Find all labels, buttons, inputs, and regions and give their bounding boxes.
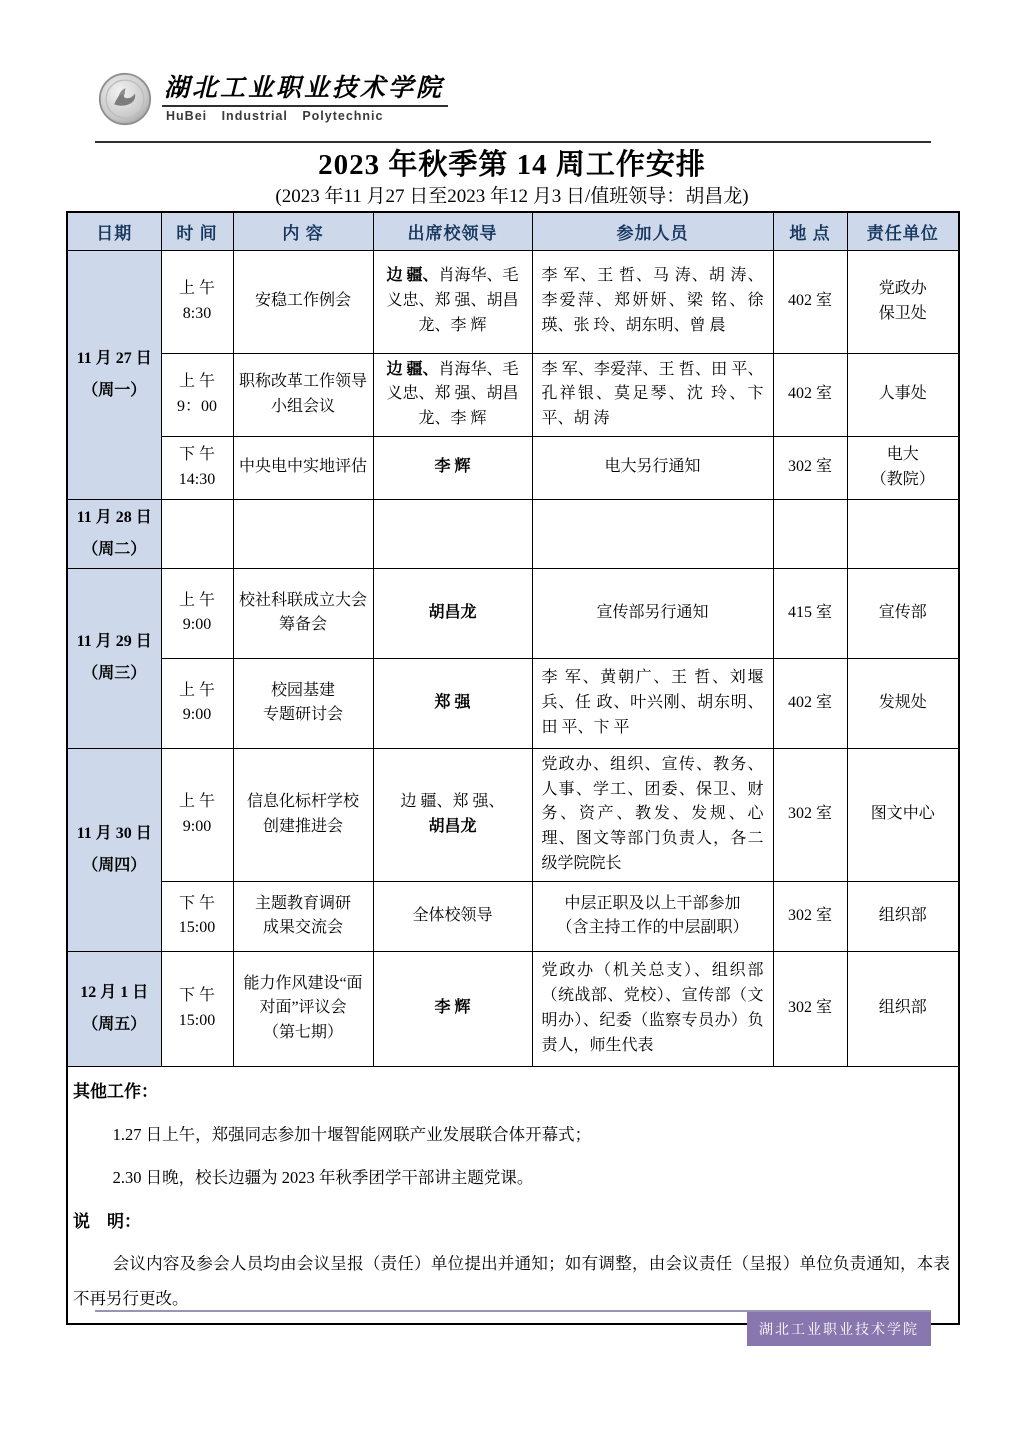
- content-line: 小组会议: [270, 397, 335, 415]
- school-emblem-icon: [98, 72, 152, 126]
- unit-cell: [847, 436, 959, 499]
- leaders-cell: [373, 250, 532, 353]
- location-cell: 302 室: [773, 748, 847, 881]
- date-cell-fri: [67, 951, 161, 1066]
- participants-line: 中层正职及以上干部参加: [564, 894, 741, 912]
- time-cell: [161, 436, 233, 499]
- unit-line: 党政办: [878, 279, 927, 297]
- school-name-en: HuBei Industrial Polytechnic: [166, 109, 384, 124]
- other-work-heading: 其他工作：: [73, 1081, 158, 1101]
- table-row: [67, 353, 959, 436]
- table-row: [67, 436, 959, 499]
- unit-line: 发规处: [878, 693, 927, 711]
- leaders-cell: [373, 568, 532, 658]
- unit-cell: [847, 250, 959, 353]
- notes-cell: [67, 1066, 959, 1323]
- time-period: 上 午: [178, 279, 215, 297]
- content-line: 主题教育调研: [254, 894, 351, 912]
- location-cell: 402 室: [773, 658, 847, 748]
- leader-bold: 胡昌龙: [428, 817, 477, 835]
- date-text: 11 月 27 日: [76, 349, 152, 367]
- time-cell: [161, 499, 233, 568]
- content-line: 校园基建: [270, 681, 335, 699]
- time-value: 15:00: [178, 1011, 216, 1029]
- leader-bold: 边 疆、: [386, 360, 439, 378]
- content-cell: [233, 881, 373, 951]
- date-cell-mon: [67, 250, 161, 499]
- participants-line: （含主持工作的中层副职）: [556, 919, 749, 937]
- content-line: 职称改革工作领导: [238, 372, 367, 390]
- col-header-leaders: 出席校领导: [373, 212, 532, 250]
- time-period: 下 午: [178, 446, 215, 464]
- time-cell: [161, 353, 233, 436]
- content-line: 安稳工作例会: [254, 292, 351, 310]
- unit-cell: [847, 881, 959, 951]
- weekday-text: （周一）: [82, 381, 147, 399]
- other-work-item: 2.30 日晚，校长边疆为 2023 年秋季团学干部讲主题党课。: [112, 1167, 534, 1187]
- unit-line: 组织部: [878, 906, 927, 924]
- leader-bold: 李 辉: [434, 458, 471, 476]
- remark-heading: 说 明：: [73, 1211, 141, 1231]
- table-row: [67, 658, 959, 748]
- time-cell: [161, 250, 233, 353]
- time-value: 14:30: [178, 470, 216, 488]
- participants-line: 宣传部另行通知: [596, 603, 709, 621]
- content-line: 创建推进会: [262, 817, 343, 835]
- date-text: 11 月 30 日: [76, 824, 152, 842]
- unit-cell: [847, 951, 959, 1066]
- weekday-text: （周三）: [82, 665, 147, 683]
- time-value: 15:00: [178, 919, 216, 937]
- participants-cell: [532, 436, 773, 499]
- participants-line: 电大另行通知: [604, 458, 701, 476]
- unit-cell: [847, 748, 959, 881]
- notes-row: [67, 1066, 959, 1323]
- content-line: 筹备会: [278, 616, 327, 634]
- time-value: 8:30: [182, 304, 212, 322]
- participants-cell: 党政办（机关总支）、组织部（统战部、党校）、宣传部（文明办）、纪委（监察专员办）负责人，师生代表: [532, 951, 773, 1066]
- table-row: [67, 951, 959, 1066]
- leaders-cell: [373, 748, 532, 881]
- content-line: 中央电中实地评估: [238, 458, 367, 476]
- time-period: 上 午: [178, 591, 215, 609]
- time-period: 上 午: [178, 372, 215, 390]
- leader-rest: 全体校领导: [412, 906, 493, 924]
- unit-line: 人事处: [878, 385, 927, 403]
- unit-line: 宣传部: [878, 603, 927, 621]
- time-value: 9:00: [182, 817, 212, 835]
- schedule-table: [66, 211, 960, 1325]
- col-header-location: 地 点: [773, 212, 847, 250]
- location-cell: [773, 499, 847, 568]
- other-work-item: 1.27 日上午，郑强同志参加十堰智能网联产业发展联合体开幕式；: [112, 1124, 592, 1144]
- leaders-cell: [373, 499, 532, 568]
- leader-bold: 胡昌龙: [428, 603, 477, 621]
- content-line: 能力作风建设“面: [243, 974, 363, 992]
- unit-cell: [847, 353, 959, 436]
- weekday-text: （周五）: [82, 1015, 147, 1033]
- leaders-cell: [373, 353, 532, 436]
- leaders-cell: [373, 436, 532, 499]
- footer-school-badge: 湖北工业职业技术学院: [747, 1312, 931, 1346]
- time-value: 9:00: [182, 616, 212, 634]
- time-cell: [161, 748, 233, 881]
- page-footer: [95, 1310, 931, 1346]
- participants-cell: 李 军、黄朝广、王 哲、刘堰兵、任 政、叶兴刚、胡东明、田 平、卞 平: [532, 658, 773, 748]
- page-subtitle: (2023 年11 月27 日至2023 年12 月3 日/值班领导：胡昌龙): [275, 186, 749, 207]
- date-cell-tue: [67, 499, 161, 568]
- weekday-text: （周二）: [82, 540, 147, 558]
- content-line: 校社科联成立大会: [238, 591, 367, 609]
- participants-cell: 党政办、组织、宣传、教务、人事、学工、团委、保卫、财务、资产、教发、发规、心理、图文等部门负责人，各二级学院院长: [532, 748, 773, 881]
- unit-line: 保卫处: [878, 304, 927, 322]
- date-text: 11 月 29 日: [76, 633, 152, 651]
- unit-line: 图文中心: [870, 805, 935, 823]
- school-logo: [98, 72, 448, 126]
- content-cell: [233, 658, 373, 748]
- time-cell: [161, 951, 233, 1066]
- content-cell: [233, 250, 373, 353]
- time-period: 上 午: [178, 681, 215, 699]
- time-value: 9:00: [182, 706, 212, 724]
- page-title: 2023 年秋季第 14 周工作安排: [318, 149, 706, 181]
- unit-cell: [847, 658, 959, 748]
- time-cell: [161, 658, 233, 748]
- content-cell: [233, 499, 373, 568]
- unit-line: （教院）: [870, 470, 935, 488]
- participants-cell: [532, 881, 773, 951]
- leader-rest: 肖海华、毛义忠、郑 强、胡昌龙、李 辉: [386, 267, 519, 334]
- table-row: [67, 499, 959, 568]
- leader-bold: 边 疆、: [386, 267, 439, 285]
- date-cell-thu: [67, 748, 161, 951]
- content-cell: [233, 568, 373, 658]
- col-header-content: 内 容: [233, 212, 373, 250]
- location-cell: 402 室: [773, 250, 847, 353]
- participants-cell: 李 军、王 哲、马 涛、胡 涛、李爱萍、郑妍妍、梁 铭、徐 瑛、张 玲、胡东明、曾 晨: [532, 250, 773, 353]
- col-header-date: 日期: [67, 212, 161, 250]
- table-row: [67, 568, 959, 658]
- table-row: [67, 250, 959, 353]
- participants-cell: [532, 568, 773, 658]
- location-cell: 402 室: [773, 353, 847, 436]
- leaders-cell: [373, 881, 532, 951]
- time-period: 下 午: [178, 894, 215, 912]
- content-cell: [233, 951, 373, 1066]
- remark-body: 会议内容及参会人员均由会议呈报（责任）单位提出并通知；如有调整，由会议责任（呈报）单位负责通知，本表不再另行更改。: [73, 1253, 950, 1309]
- unit-line: 电大: [886, 446, 919, 464]
- col-header-time: 时 间: [161, 212, 233, 250]
- date-text: 11 月 28 日: [76, 508, 152, 526]
- content-cell: [233, 436, 373, 499]
- table-row: [67, 748, 959, 881]
- content-line: 成果交流会: [262, 919, 343, 937]
- unit-cell: [847, 499, 959, 568]
- time-period: 上 午: [178, 793, 215, 811]
- leader-bold: 李 辉: [434, 999, 471, 1017]
- date-cell-wed: [67, 568, 161, 748]
- content-line: 信息化标杆学校: [246, 793, 359, 811]
- unit-line: 组织部: [878, 999, 927, 1017]
- participants-cell: [532, 499, 773, 568]
- school-logo-names: [162, 75, 448, 124]
- time-value: 9：00: [176, 397, 217, 415]
- unit-cell: [847, 568, 959, 658]
- school-name-cn: 湖北工业职业技术学院: [162, 75, 448, 108]
- location-cell: 302 室: [773, 881, 847, 951]
- content-cell: [233, 353, 373, 436]
- leaders-cell: [373, 658, 532, 748]
- date-text: 12 月 1 日: [80, 983, 149, 1001]
- participants-cell: 李 军、李爱萍、王 哲、田 平、孔祥银、莫足琴、沈 玲、卞 平、胡 涛: [532, 353, 773, 436]
- leader-rest: 边 疆、郑 强、: [400, 793, 505, 811]
- leaders-cell: [373, 951, 532, 1066]
- content-line: 专题研讨会: [262, 706, 343, 724]
- content-line: 对面”评议会: [259, 999, 347, 1017]
- time-cell: [161, 568, 233, 658]
- location-cell: 415 室: [773, 568, 847, 658]
- weekday-text: （周四）: [82, 856, 147, 874]
- location-cell: 302 室: [773, 436, 847, 499]
- table-row: [67, 881, 959, 951]
- content-cell: [233, 748, 373, 881]
- col-header-participants: 参加人员: [532, 212, 773, 250]
- location-cell: 302 室: [773, 951, 847, 1066]
- col-header-unit: 责任单位: [847, 212, 959, 250]
- leader-rest: 肖海华、毛义忠、郑 强、胡昌龙、李 辉: [386, 360, 519, 428]
- leader-bold: 郑 强: [434, 693, 471, 711]
- time-period: 下 午: [178, 987, 215, 1005]
- table-header-row: [67, 212, 959, 250]
- time-cell: [161, 881, 233, 951]
- content-line: （第七期）: [262, 1024, 343, 1042]
